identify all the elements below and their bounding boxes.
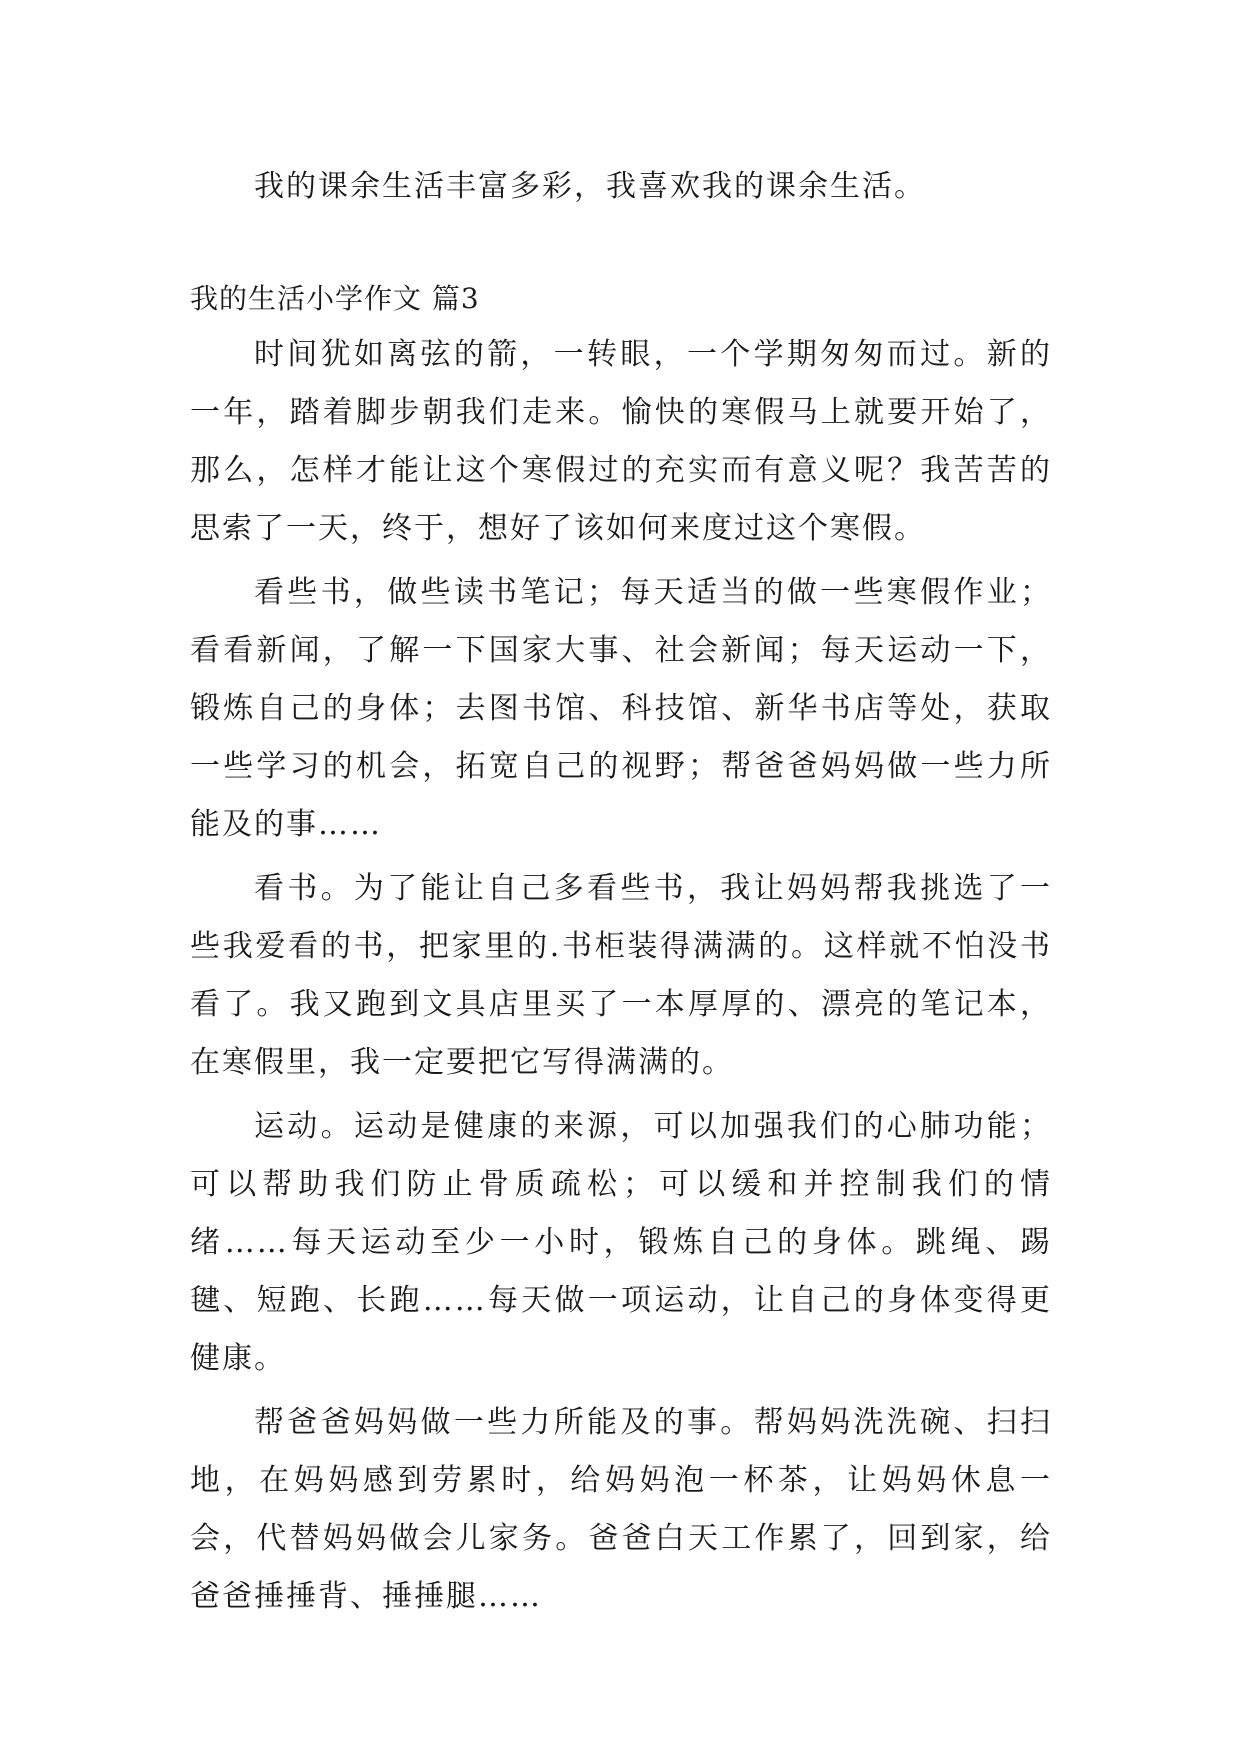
paragraph-4: 运动。运动是健康的来源，可以加强我们的心肺功能；可以帮助我们防止骨质疏松；可以缓和并控制我们的情绪……每天运动至少一小时，锻炼自己的身体。跳绳、踢毽、短跑、长跑……每天做一项运动，让自己的身体变得更健康。 — [190, 1109, 1052, 1376]
section-heading: 我的生活小学作文 篇3 — [190, 282, 480, 315]
paragraph-3: 看书。为了能让自己多看些书，我让妈妈帮我挑选了一些我爱看的书，把家里的.书柜装得满满的。这样就不怕没书看了。我又跑到文具店里买了一本厚厚的、漂亮的笔记本，在寒假里，我一定要把它写得满满的。 — [190, 871, 1052, 1080]
paragraph-2: 看些书，做些读书笔记；每天适当的做一些寒假作业；看看新闻，了解一下国家大事、社会新闻；每天运动一下，锻炼自己的身体；去图书馆、科技馆、新华书店等处，获取一些学习的机会，拓宽自己的视野；帮爸爸妈妈做一些力所能及的事…… — [190, 575, 1052, 842]
intro-paragraph: 我的课余生活丰富多彩，我喜欢我的课余生活。 — [254, 169, 926, 204]
document-body — [190, 158, 1052, 1626]
paragraph-5: 帮爸爸妈妈做一些力所能及的事。帮妈妈洗洗碗、扫扫地，在妈妈感到劳累时，给妈妈泡一杯茶，让妈妈休息一会，代替妈妈做会儿家务。爸爸白天工作累了，回到家，给爸爸捶捶背、捶捶腿…… — [190, 1405, 1052, 1614]
paragraph-1: 时间犹如离弦的箭，一转眼，一个学期匆匆而过。新的一年，踏着脚步朝我们走来。愉快的寒假马上就要开始了，那么，怎样才能让这个寒假过的充实而有意义呢？我苦苦的思索了一天，终于，想好了该如何来度过这个寒假。 — [190, 337, 1052, 546]
